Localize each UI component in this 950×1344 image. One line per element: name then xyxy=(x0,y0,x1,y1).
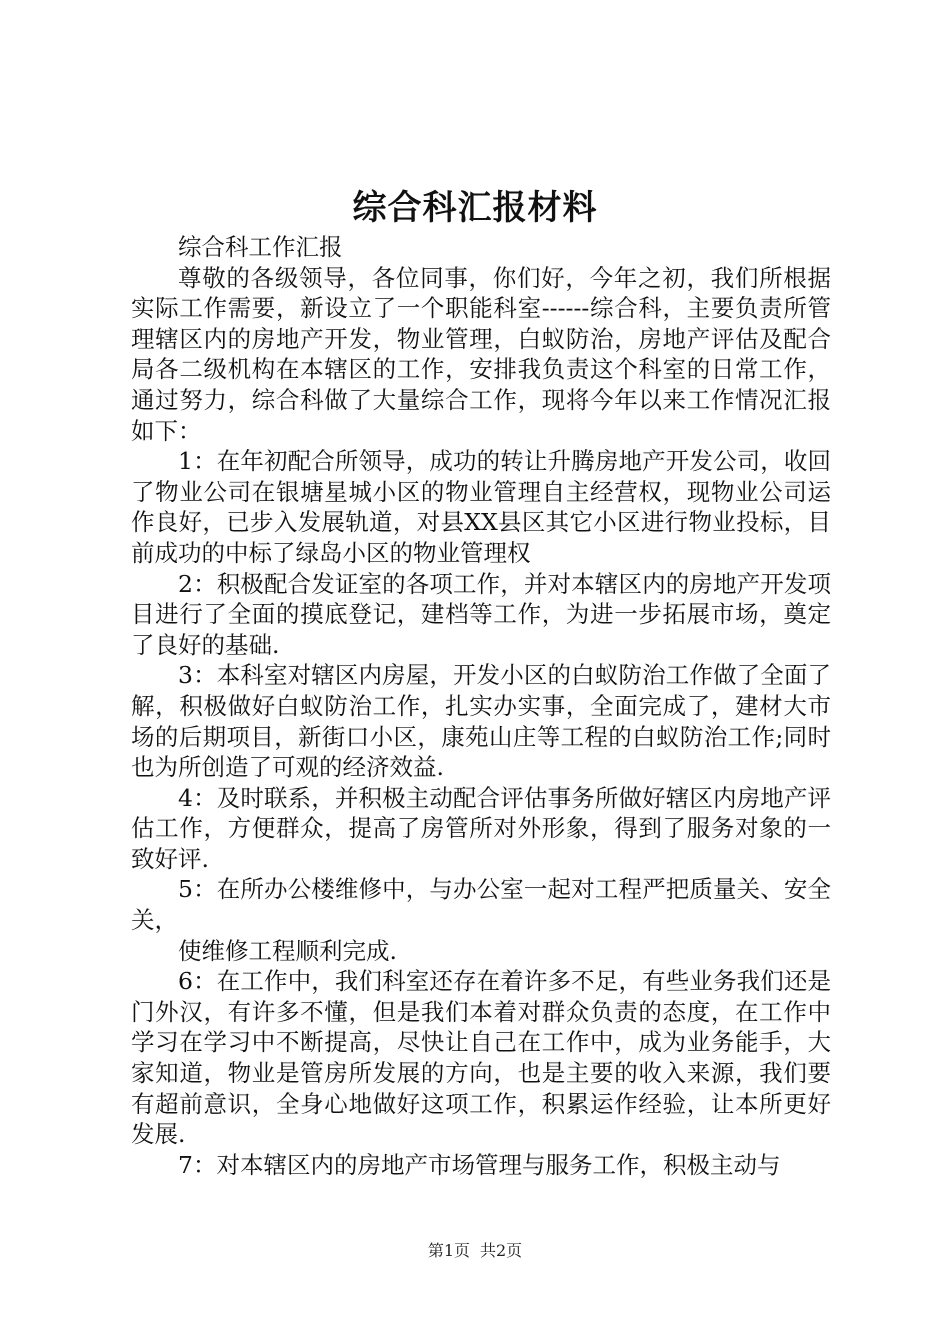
paragraph-item-4: 4：及时联系，并积极主动配合评估事务所做好辖区内房地产评估工作，方便群众，提高了房管所对外形象，得到了服务对象的一致好评. xyxy=(131,783,831,873)
paragraph-intro: 尊敬的各级领导，各位同事，你们好，今年之初，我们所根据实际工作需要，新设立了一个职能科室------综合科，主要负责所管理辖区内的房地产开发，物业管理，白蚁防治，房地产评估及配合局各二级机构在本辖区的工作，安排我负责这个科室的日常工作，通过努力，综合科做了大量综合工作，现将今年以来工作情况汇报如下： xyxy=(131,263,831,445)
page-total: 共2页 xyxy=(480,1241,523,1260)
document-body xyxy=(131,232,831,1180)
paragraph-item-7: 7：对本辖区内的房地产市场管理与服务工作，积极主动与 xyxy=(178,1150,781,1179)
paragraph-item-6: 6：在工作中，我们科室还存在着许多不足，有些业务我们还是门外汉，有许多不懂，但是我们本着对群众负责的态度，在工作中学习在学习中不断提高，尽快让自己在工作中，成为业务能手，大家知道，物业是管房所发展的方向，也是主要的收入来源，我们要有超前意识，全身心地做好这项工作，积累运作经验，让本所更好发展. xyxy=(131,967,831,1149)
paragraph-item-2: 2：积极配合发证室的各项工作，并对本辖区内的房地产开发项目进行了全面的摸底登记，建档等工作，为进一步拓展市场，奠定了良好的基础. xyxy=(131,569,831,659)
paragraph-item-3: 3：本科室对辖区内房屋，开发小区的白蚁防治工作做了全面了解，积极做好白蚁防治工作，扎实办实事，全面完成了，建材大市场的后期项目，新街口小区，康苑山庄等工程的白蚁防治工作;同时也为所创造了可观的经济效益. xyxy=(131,661,831,782)
paragraph-heading: 综合科工作汇报 xyxy=(178,233,343,261)
document-title: 综合科汇报材料 xyxy=(352,188,598,228)
paragraph-item-1: 1：在年初配合所领导，成功的转让升腾房地产开发公司，收回了物业公司在银塘星城小区的物业管理自主经营权，现物业公司运作良好，已步入发展轨道，对县XX县区其它小区进行物业投标，目前成功的中标了绿岛小区的物业管理权 xyxy=(131,447,831,567)
page-number: 第1页 xyxy=(427,1241,470,1260)
paragraph-item-5-continued: 使维修工程顺利完成. xyxy=(178,936,397,965)
paragraph-item-5: 5：在所办公楼维修中，与办公室一起对工程严把质量关、安全关， xyxy=(131,875,831,935)
page-footer xyxy=(0,1240,950,1262)
